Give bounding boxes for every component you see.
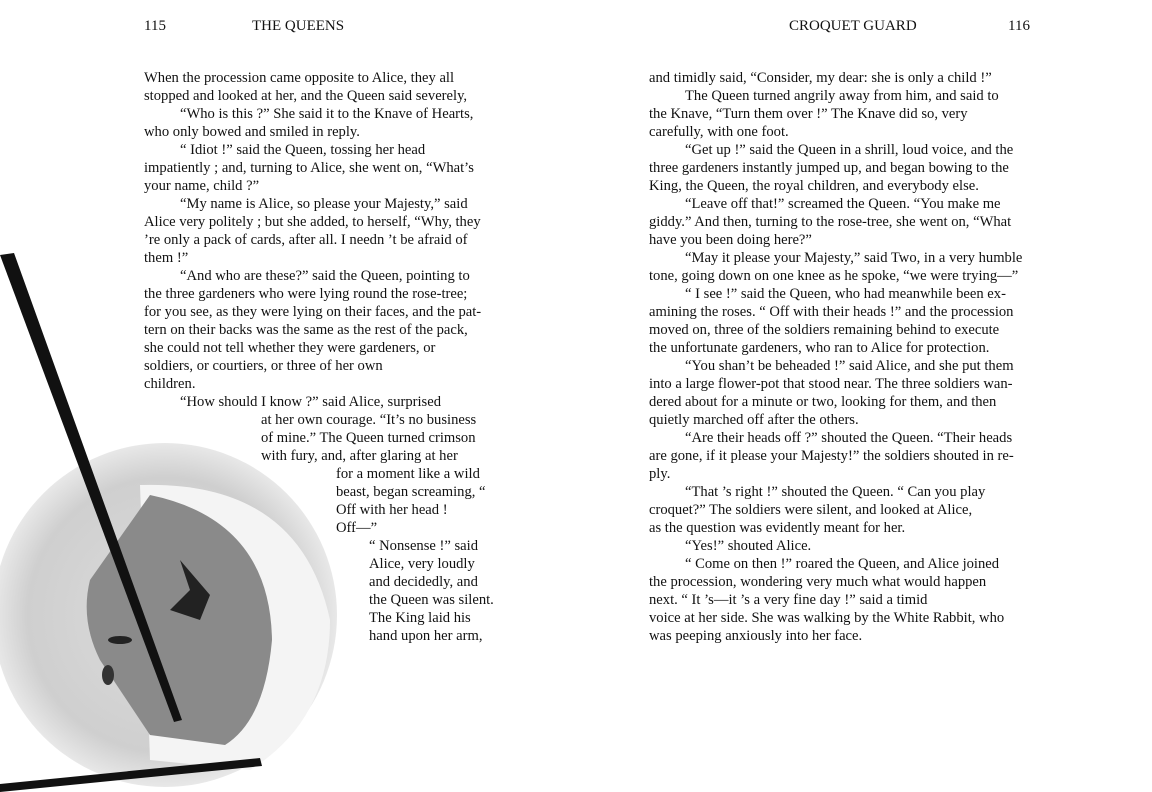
text-line: at her own courage. “It’s no business bbox=[261, 412, 477, 428]
running-head-left: THE QUEENS bbox=[252, 18, 345, 34]
text-line: into a large flower-pot that stood near. The three soldiers wan- bbox=[649, 376, 1013, 392]
text-line: “That ’s right !” shouted the Queen. “ Can you play bbox=[685, 484, 986, 500]
text-line: The Queen turned angrily away from him, and said to bbox=[685, 88, 999, 104]
text-line: she could not tell whether they were gardeners, or bbox=[144, 340, 436, 356]
flamingo-hedgehog-illustration bbox=[0, 240, 520, 792]
text-line: tern on their backs was the same as the rest of the pack, bbox=[144, 322, 468, 338]
text-line: moved on, three of the soldiers remaining behind to execute bbox=[649, 322, 1000, 338]
text-line: “ I see !” said the Queen, who had meanwhile been ex- bbox=[685, 286, 1006, 302]
text-line: voice at her side. She was walking by the White Rabbit, who bbox=[649, 610, 1005, 626]
page-number-left: 115 bbox=[144, 18, 166, 34]
text-line: have you been doing here?” bbox=[649, 232, 812, 248]
page-number-right: 116 bbox=[1008, 18, 1030, 34]
text-line: ply. bbox=[649, 466, 671, 482]
text-line: amining the roses. “ Off with their heads !” and the procession bbox=[649, 304, 1014, 320]
running-head-right: CROQUET GUARD bbox=[789, 18, 917, 34]
text-line: Alice, very loudly bbox=[369, 556, 475, 572]
text-line: When the procession came opposite to Alice, they all bbox=[144, 70, 455, 86]
text-line: Off with her head ! bbox=[336, 502, 448, 518]
text-line: quietly marched off after the others. bbox=[649, 412, 859, 428]
text-line: for a moment like a wild bbox=[336, 466, 480, 482]
text-line: the Queen was silent. bbox=[369, 592, 494, 608]
text-line: carefully, with one foot. bbox=[649, 124, 789, 140]
text-line: “My name is Alice, so please your Majesty,” said bbox=[180, 196, 468, 212]
text-line: impatiently ; and, turning to Alice, she went on, “What’s bbox=[144, 160, 474, 176]
text-line: for you see, as they were lying on their faces, and the pat- bbox=[144, 304, 482, 320]
text-line: “How should I know ?” said Alice, surprised bbox=[180, 394, 442, 410]
text-line: are gone, if it please your Majesty!” the soldiers shouted in re- bbox=[649, 448, 1014, 464]
text-line: “ Idiot !” said the Queen, tossing her head bbox=[180, 142, 426, 158]
text-line: hand upon her arm, bbox=[369, 628, 483, 644]
text-line: “Get up !” said the Queen in a shrill, loud voice, and the bbox=[685, 142, 1014, 158]
text-line: children. bbox=[144, 376, 196, 392]
text-line: soldiers, or courtiers, or three of her own bbox=[144, 358, 383, 374]
text-line: The King laid his bbox=[369, 610, 471, 626]
text-line: the procession, wondering very much what would happen bbox=[649, 574, 987, 590]
text-line: three gardeners instantly jumped up, and began bowing to the bbox=[649, 160, 1009, 176]
text-line: “Leave off that!” screamed the Queen. “You make me bbox=[685, 196, 1001, 212]
text-line: “ Nonsense !” said bbox=[369, 538, 479, 554]
text-line: your name, child ?” bbox=[144, 178, 260, 194]
text-line: “And who are these?” said the Queen, pointing to bbox=[180, 268, 470, 284]
text-line: giddy.” And then, turning to the rose-tree, she went on, “What bbox=[649, 214, 1012, 230]
text-line: the unfortunate gardeners, who ran to Alice for protection. bbox=[649, 340, 990, 356]
text-line: with fury, and, after glaring at her bbox=[261, 448, 458, 464]
text-line: the Knave, “Turn them over !” The Knave did so, very bbox=[649, 106, 968, 122]
text-line: who only bowed and smiled in reply. bbox=[144, 124, 360, 140]
text-line: tone, going down on one knee as he spoke, “we were trying—” bbox=[649, 268, 1019, 284]
text-line: of mine.” The Queen turned crimson bbox=[261, 430, 476, 446]
text-line: “You shan’t be beheaded !” said Alice, and she put them bbox=[685, 358, 1014, 374]
text-line: as the question was evidently meant for her. bbox=[649, 520, 906, 536]
text-line: beast, began screaming, “ bbox=[336, 484, 486, 500]
text-line: them !” bbox=[144, 250, 189, 266]
text-line: ’re only a pack of cards, after all. I needn ’t be afraid of bbox=[144, 232, 468, 248]
text-line: “Are their heads off ?” shouted the Queen. “Their heads bbox=[685, 430, 1013, 446]
text-line: and timidly said, “Consider, my dear: she is only a child !” bbox=[649, 70, 992, 86]
text-line: dered about for a minute or two, looking for them, and then bbox=[649, 394, 997, 410]
text-line: was peeping anxiously into her face. bbox=[649, 628, 863, 644]
text-line: croquet?” The soldiers were silent, and looked at Alice, bbox=[649, 502, 973, 518]
text-line: Alice very politely ; but she added, to herself, “Why, they bbox=[144, 214, 481, 230]
text-line: “Who is this ?” She said it to the Knave of Hearts, bbox=[180, 106, 474, 122]
text-line: King, the Queen, the royal children, and everybody else. bbox=[649, 178, 979, 194]
text-line: “Yes!” shouted Alice. bbox=[685, 538, 812, 554]
text-line: the three gardeners who were lying round the rose-tree; bbox=[144, 286, 468, 302]
text-line: stopped and looked at her, and the Queen said severely, bbox=[144, 88, 468, 104]
text-line: Off—” bbox=[336, 520, 378, 536]
text-line: and decidedly, and bbox=[369, 574, 478, 590]
text-line: “May it please your Majesty,” said Two, in a very humble bbox=[685, 250, 1023, 266]
text-line: next. “ It ’s—it ’s a very fine day !” said a timid bbox=[649, 592, 928, 608]
text-line: “ Come on then !” roared the Queen, and Alice joined bbox=[685, 556, 1000, 572]
